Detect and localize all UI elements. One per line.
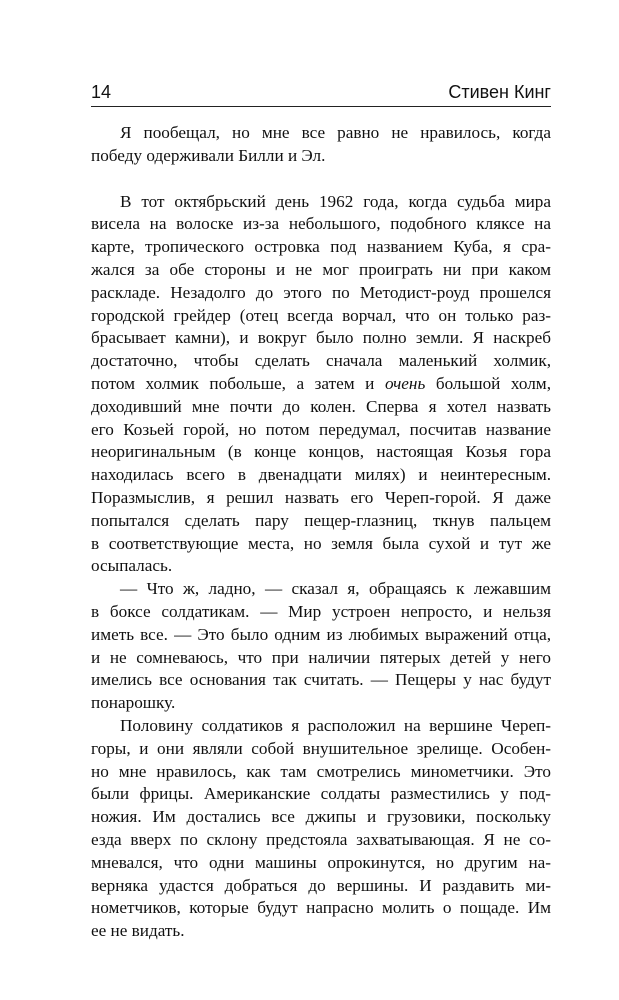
text-line: в соответствующие места, но земля была сухой и тут же — [91, 533, 551, 553]
text-line: висела на волоске из-за небольшого, подобного кляксе на — [91, 214, 551, 234]
text-line: горы, и они являли собой внушительное зрелище. Особен- — [91, 738, 551, 758]
text-line: карте, тропического островка под названием Куба, я сра- — [91, 237, 551, 257]
text-line: брасывает камни), и вокруг было полно земли. Я наскреб — [91, 328, 551, 348]
text-line: неоригинальным (в конце концов, настоящая Козья гора — [91, 442, 551, 462]
text-line: Я пообещал, но мне все равно не нравилось, когда — [120, 123, 551, 142]
paragraph — [91, 715, 551, 943]
text-line: победу одерживали Билли и Эл. — [91, 145, 326, 165]
text-line: Поразмыслив, я решил назвать его Череп-горой. Я даже — [91, 487, 551, 507]
text-line: понарошку. — [91, 693, 176, 713]
paragraph — [91, 122, 551, 168]
text-line: нометчиков, которые будут напрасно молить о пощаде. Им — [91, 898, 551, 918]
text-line: В тот октябрьский день 1962 года, когда судьба мира — [120, 191, 551, 211]
page-header — [91, 78, 551, 107]
text-line: находилась всего в двенадцати милях) и неинтересным. — [91, 465, 551, 485]
text-line: осыпалась. — [91, 556, 173, 576]
paragraph — [91, 578, 551, 715]
text-line: но мне нравилось, как там смотрелись минометчики. Это — [91, 761, 551, 781]
text-line: достаточно, чтобы сделать сначала маленький холмик, — [91, 351, 551, 371]
text-line: имелись все основания так считать. — Пещеры у нас будут — [91, 670, 551, 690]
text-line: попытался сделать пару пещер-глазниц, ткнув пальцем — [91, 510, 551, 530]
text-line: ножия. Им достались все джипы и грузовики, поскольку — [91, 807, 551, 827]
paragraph — [91, 191, 551, 579]
text-line: в боксе солдатикам. — Мир устроен непросто, и нельзя — [91, 601, 551, 621]
text-line — [91, 373, 551, 396]
text-line: его Козьей горой, но потом передумал, посчитав название — [91, 419, 551, 439]
page-number: 14 — [91, 82, 112, 102]
text-line: были фрицы. Американские солдаты разместились у под- — [91, 784, 551, 804]
running-title: Стивен Кинг — [448, 82, 551, 102]
text-fragment: потом холмик побольше, а затем и — [91, 373, 385, 393]
text-line: — Что ж, ладно, — сказал я, обращаясь к лежавшим — [120, 579, 551, 599]
text-line: и не сомневаюсь, что при наличии пятерых детей у него — [91, 647, 551, 667]
text-line: доходивший мне почти до колен. Сперва я хотел назвать — [91, 396, 551, 416]
text-line: городской грейдер (отец всегда ворчал, что он только раз- — [91, 305, 551, 325]
text-line: Половину солдатиков я расположил на вершине Череп- — [120, 715, 551, 735]
text-fragment: большой холм, — [425, 373, 551, 393]
text-line: верняка удастся добраться до вершины. И раздавить ми- — [91, 875, 551, 895]
text-line: жался за обе стороны и не мог проиграть ни при каком — [91, 259, 551, 279]
text-line: мневался, что одни машины опрокинутся, но другим на- — [91, 852, 551, 872]
text-line: иметь все. — Это было одним из любимых выражений отца, — [91, 624, 551, 644]
body-text — [91, 122, 551, 943]
text-line: раскладе. Незадолго до этого по Методист-роуд прошелся — [91, 282, 551, 302]
text-line: ее не видать. — [91, 921, 185, 941]
emphasis-word: очень — [384, 373, 426, 393]
text-line: езда вверх по склону предстояла захватывающая. Я не со- — [91, 829, 551, 849]
